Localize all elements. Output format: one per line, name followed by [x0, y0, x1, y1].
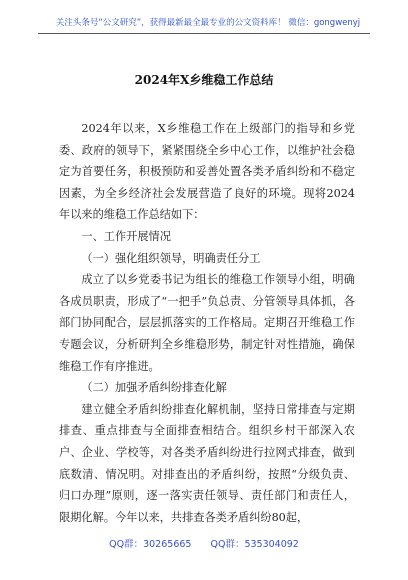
document-title: 2024年X乡维稳工作总结 [134, 73, 274, 87]
header-divider [38, 33, 370, 34]
body-paragraph: 建立健全矛盾纠纷排查化解机制，坚持日常排查与定期排查、重点排查与全面排查相结合。组织乡村干部深入农户、企业、学校等，对各类矛盾纠纷进行拉网式排查，做到底数清、情况明。对排查出的矛盾纠纷，按照“分级负责、归口办理”原则，逐一落实责任领导、责任部门和责任人，限期化解。今年以来，共排查各类矛盾纠纷80起， [59, 402, 355, 524]
intro-paragraph: 2024年以来，X乡维稳工作在上级部门的指导和乡党委、政府的领导下，紧紧围绕全乡中心工作，以维护社会稳定为首要任务，积极预防和妥善处置各类矛盾纠纷和不稳定因素，为全乡经济社会发展营造了良好的环境。现将2024年以来的维稳工作总结如下： [59, 122, 355, 222]
body-paragraph: 成立了以乡党委书记为组长的维稳工作领导小组，明确各成员职责，形成了“一把手”负总责、分管领导具体抓，各部门协同配合，层层抓落实的工作格局。定期召开维稳工作专题会议，分析研判全乡维稳形势，制定针对性措施，确保维稳工作有序推进。 [59, 273, 355, 373]
section-heading: 一、工作开展情况 [81, 229, 171, 243]
header-banner: 关注头条号“公文研究”，获得最新最全最专业的公文资料库！ 微信：gongwenyj [55, 18, 361, 28]
footer [0, 536, 408, 550]
subsection-heading: （二）加强矛盾纠纷排查化解 [81, 381, 227, 395]
subsection-heading: （一）强化组织领导，明确责任分工 [81, 251, 261, 265]
document-body [59, 118, 355, 528]
footer-qq-group-1: QQ群：30265665 [109, 539, 192, 550]
footer-qq-group-2: QQ群：535304092 [210, 539, 299, 550]
